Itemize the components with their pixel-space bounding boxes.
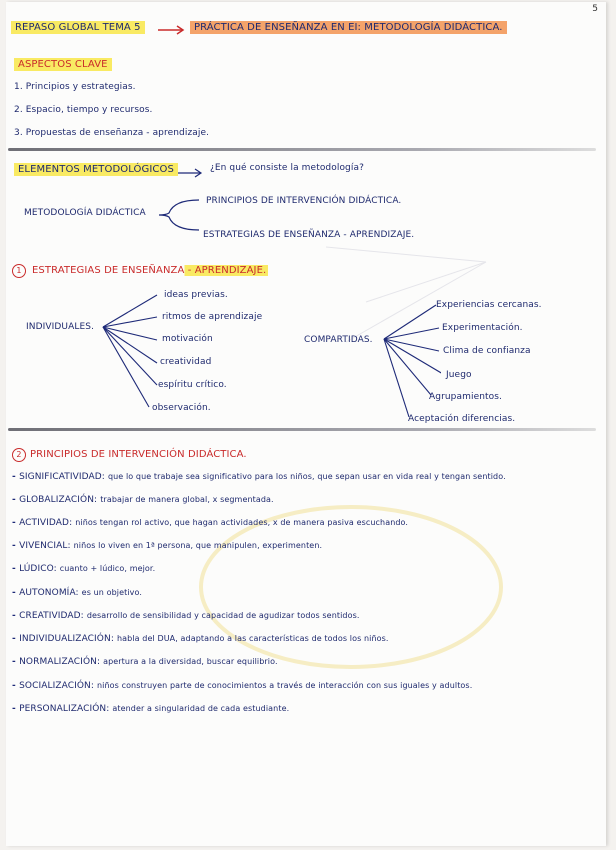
compartidas-label: COMPARTIDAS. [304, 335, 373, 345]
elementos-heading: ELEMENTOS METODOLÓGICOS [14, 163, 178, 176]
principio-term: LÚDICO: [19, 564, 57, 574]
principios-heading-row [12, 448, 247, 462]
individuales-branches [101, 287, 161, 417]
principio-text: trabajar de manera global, x segmentada. [100, 495, 274, 504]
section-number: 1 [12, 264, 26, 278]
bullet-dash: - [12, 472, 20, 482]
principio-row [12, 704, 289, 714]
principio-text: apertura a la diversidad, buscar equilibrio. [103, 657, 278, 666]
section-number: 2 [12, 448, 26, 462]
principio-row [12, 588, 142, 598]
principio-text: niños construyen parte de conocimientos a través de interacción con sus iguales y adultos. [97, 681, 473, 690]
principio-term: ACTIVIDAD: [19, 518, 73, 528]
principio-term: SIGNIFICATIVIDAD: [19, 472, 105, 482]
bullet-dash: - [12, 541, 20, 551]
principio-text: cuanto + lúdico, mejor. [59, 564, 156, 573]
principio-row [12, 681, 472, 691]
principio-text: niños lo viven en 1ª persona, que manipulen, experimenten. [73, 541, 323, 550]
page-number: 5 [592, 4, 598, 14]
compartida-item: Experiencias cercanas. [436, 300, 542, 310]
bullet-dash: - [12, 518, 20, 528]
bullet-dash: - [12, 564, 20, 574]
principio-text: desarrollo de sensibilidad y capacidad de agudizar todos sentidos. [86, 611, 360, 620]
compartida-item: Experimentación. [442, 323, 523, 333]
estrategias-heading: ESTRATEGIAS DE ENSEÑANZA - APRENDIZAJE. [32, 265, 267, 276]
elementos-question: ¿En qué consiste la metodología? [210, 163, 364, 173]
principio-row [12, 518, 408, 528]
bullet-dash: - [12, 634, 20, 644]
individual-item: creatividad [160, 357, 212, 367]
metodologia-branch: ESTRATEGIAS DE ENSEÑANZA - APRENDIZAJE. [203, 230, 415, 240]
principio-text: es un objetivo. [81, 588, 142, 597]
principio-text: que lo que trabaje sea significativo para los niños, que sepan usar en vida real y tengan sentido. [107, 472, 506, 481]
bullet-dash: - [12, 704, 20, 714]
compartida-item: Juego [446, 370, 472, 380]
bullet-dash: - [12, 611, 20, 621]
principio-row [12, 495, 274, 505]
principio-term: AUTONOMÍA: [19, 588, 79, 598]
principio-row [12, 564, 155, 574]
principio-term: PERSONALIZACIÓN: [19, 704, 110, 714]
principio-row [12, 634, 389, 644]
individual-item: motivación [162, 334, 213, 344]
compartida-item: Aceptación diferencias. [408, 414, 516, 424]
bullet-dash: - [12, 495, 20, 505]
principio-text: atender a singularidad de cada estudiante. [112, 704, 290, 713]
aspectos-heading: ASPECTOS CLAVE [14, 58, 112, 71]
principio-row [12, 657, 278, 667]
principio-row [12, 541, 322, 551]
principio-term: NORMALIZACIÓN: [19, 657, 101, 667]
compartidas-branches [381, 297, 441, 427]
aspectos-item: 1. Principios y estrategias. [14, 82, 136, 92]
principio-term: CREATIVIDAD: [19, 611, 84, 621]
bullet-dash: - [12, 681, 20, 691]
principio-row [12, 472, 506, 482]
principio-term: INDIVIDUALIZACIÓN: [19, 634, 114, 644]
bullet-dash: - [12, 657, 20, 667]
compartida-item: Clima de confianza [443, 346, 531, 356]
section-divider [8, 148, 596, 151]
individual-item: observación. [152, 403, 211, 413]
individuales-label: INDIVIDUALES. [26, 322, 95, 332]
aspectos-item: 3. Propuestas de enseñanza - aprendizaje. [14, 128, 210, 138]
principio-term: VIVENCIAL: [19, 541, 71, 551]
principio-term: SOCIALIZACIÓN: [19, 681, 94, 691]
notebook-page [6, 2, 606, 846]
estrategias-heading-row [12, 264, 268, 278]
brace-icon [154, 195, 204, 235]
title-left: REPASO GLOBAL TEMA 5 [11, 21, 145, 34]
title-right: PRÁCTICA DE ENSEÑANZA EN EI: METODOLOGÍA DIDÁCTICA. [190, 21, 507, 34]
principios-heading: PRINCIPIOS DE INTERVENCIÓN DIDÁCTICA. [30, 449, 247, 460]
arrow-right-icon [178, 168, 206, 178]
metodologia-root: METODOLOGÍA DIDÁCTICA [24, 208, 146, 218]
bullet-dash: - [12, 588, 20, 598]
aspectos-item: 2. Espacio, tiempo y recursos. [14, 105, 153, 115]
principio-term: GLOBALIZACIÓN: [19, 495, 98, 505]
metodologia-branch: PRINCIPIOS DE INTERVENCIÓN DIDÁCTICA. [206, 196, 402, 206]
principio-text: niños tengan rol activo, que hagan actividades, x de manera pasiva escuchando. [75, 518, 409, 527]
individual-item: ideas previas. [164, 290, 228, 300]
principio-text: habla del DUA, adaptando a las características de todos los niños. [116, 634, 389, 643]
arrow-right-icon [158, 25, 188, 35]
individual-item: ritmos de aprendizaje [162, 312, 263, 322]
individual-item: espíritu crítico. [158, 380, 227, 390]
principio-row [12, 611, 360, 621]
section-divider [8, 428, 596, 431]
compartida-item: Agrupamientos. [429, 392, 502, 402]
